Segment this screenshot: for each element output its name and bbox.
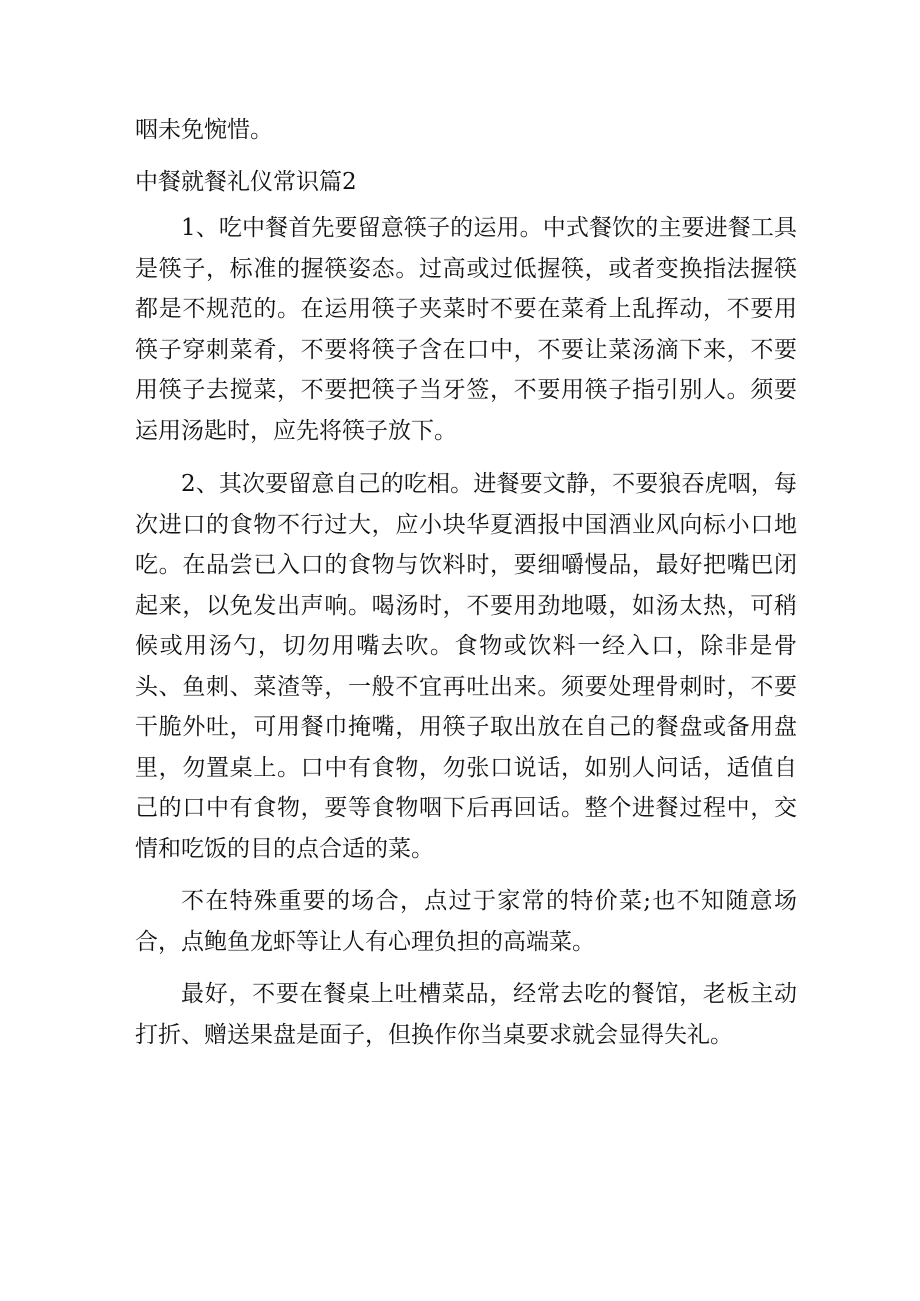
continuation-line: 咽未免惋惜。 — [135, 117, 273, 143]
paragraph-chopsticks: 1、吃中餐首先要留意筷子的运用。中式餐饮的主要进餐工具是筷子，标准的握筷姿态。过高或过低握筷，或者变换指法握筷都是不规范的。在运用筷子夹菜时不要在菜肴上乱挥动，不要用筷子穿刺菜肴，不要将筷子含在口中，不要让菜汤滴下来，不要用筷子去搅菜，不要把筷子当牙签，不要用筷子指引别人。须要运用汤匙时，应先将筷子放下。 — [135, 215, 797, 444]
paragraph-eating-manners: 2、其次要留意自己的吃相。进餐要文静，不要狼吞虎咽，每次进口的食物不行过大，应小块华夏酒报中国酒业风向标小口地吃。在品尝已入口的食物与饮料时，要细嚼慢品，最好把嘴巴闭起来，以免发出声响。喝汤时，不要用劲地嗫，如汤太热，可稍候或用汤勺，切勿用嘴去吹。食物或饮料一经入口，除非是骨头、鱼刺、菜渣等，一般不宜再吐出来。须要处理骨刺时，不要干脆外吐，可用餐巾掩嘴，用筷子取出放在自己的餐盘或备用盘里，勿置桌上。口中有食物，勿张口说话，如别人问话，适值自己的口中有食物，要等食物咽下后再回话。整个进餐过程中，交情和吃饭的目的点合适的菜。 — [135, 471, 797, 862]
section-heading: 中餐就餐礼仪常识篇2 — [135, 169, 357, 195]
paragraph-ordering-dishes: 不在特殊重要的场合，点过于家常的特价菜;也不知随意场合，点鲍鱼龙虾等让人有心理负担的高端菜。 — [135, 888, 797, 955]
document-body — [135, 110, 797, 1055]
paragraph-table-etiquette: 最好，不要在餐桌上吐槽菜品，经常去吃的餐馆，老板主动打折、赠送果盘是面子，但换作你当桌要求就会显得失礼。 — [135, 981, 797, 1048]
